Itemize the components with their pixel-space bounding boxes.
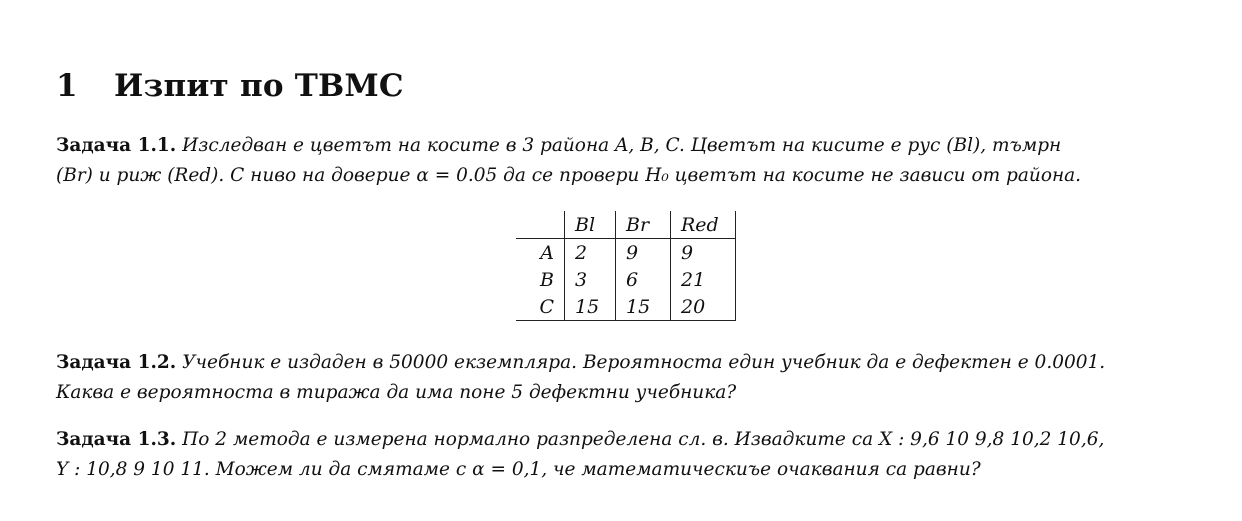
problem-1-3: [56, 425, 1196, 485]
problem-text: Y : 10,8 9 10 11. Можем ли да смятаме с α = 0,1, че математическиъе очаквания са равни?: [56, 459, 981, 480]
problem-label: Задача 1.2.: [56, 352, 177, 373]
problem-1-2: [56, 348, 1196, 408]
problem-text: Каква е вероятноста в тиража да има поне 5 дефектни учебника?: [56, 382, 737, 403]
table-row: [516, 293, 736, 321]
problem-text: Изследван е цветът на косите в 3 района A, B, C. Цветът на кисите е рус (Bl), тъмрн: [182, 135, 1062, 156]
problem-text: Учебник е издаден в 50000 екземпляра. Вероятноста един учебник да е дефектен е 0.0001.: [182, 352, 1106, 373]
table-corner-cell: [516, 211, 565, 239]
table-cell: 15: [565, 293, 616, 321]
table-row-header: B: [516, 266, 565, 293]
section-number: 1: [56, 68, 78, 104]
table-cell: 9: [616, 239, 671, 267]
table-row: [516, 266, 736, 293]
table-column-header: Red: [671, 211, 736, 239]
hair-color-table: [516, 211, 736, 321]
problem-text: По 2 метода е измерена нормално разпределена сл. в. Извадките са X : 9,6 10 9,8 10,2 10,6,: [182, 429, 1105, 450]
table-column-header: Bl: [565, 211, 616, 239]
table-row: [516, 239, 736, 267]
table-row-header: A: [516, 239, 565, 267]
table-cell: 3: [565, 266, 616, 293]
problem-line: [56, 348, 1196, 378]
problem-line: [56, 131, 1196, 161]
table-row-header: C: [516, 293, 565, 321]
table-header-row: [516, 211, 736, 239]
problem-line: [56, 425, 1196, 455]
section-title: Изпит по ТВМС: [114, 68, 404, 104]
table-column-header: Br: [616, 211, 671, 239]
problem-text: (Br) и риж (Red). С ниво на доверие α = 0.05 да се провери H₀ цветът на косите не зависи от района.: [56, 165, 1082, 186]
table-cell: 15: [616, 293, 671, 321]
section-heading: [56, 68, 404, 104]
table-cell: 21: [671, 266, 736, 293]
problem-label: Задача 1.3.: [56, 429, 177, 450]
table-cell: 20: [671, 293, 736, 321]
table-cell: 9: [671, 239, 736, 267]
table-cell: 2: [565, 239, 616, 267]
problem-label: Задача 1.1.: [56, 135, 177, 156]
problem-1-1: [56, 131, 1196, 191]
table-cell: 6: [616, 266, 671, 293]
